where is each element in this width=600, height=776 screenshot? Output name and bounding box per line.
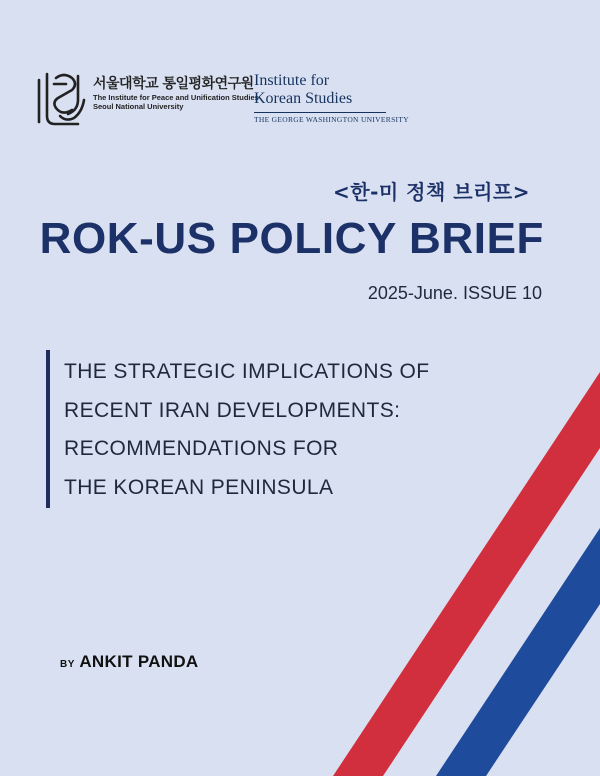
article-title-line: RECOMMENDATIONS FOR bbox=[64, 437, 339, 460]
gw-university: THE GEORGE WASHINGTON UNIVERSITY bbox=[254, 115, 409, 124]
ipus-university: Seoul National University bbox=[93, 102, 184, 111]
byline-prefix: BY bbox=[60, 659, 75, 670]
gw-institute-line1: Institute for bbox=[254, 72, 330, 89]
ipus-name-english: The Institute for Peace and Unification Studies bbox=[93, 93, 259, 102]
author-name: ANKIT PANDA bbox=[79, 652, 199, 671]
page-title: ROK-US POLICY BRIEF bbox=[39, 214, 544, 263]
article-title-line: THE STRATEGIC IMPLICATIONS OF bbox=[64, 360, 430, 383]
issue-label: 2025-June. ISSUE 10 bbox=[367, 283, 542, 303]
article-title-line: RECENT IRAN DEVELOPMENTS: bbox=[64, 398, 401, 422]
korean-subtitle: <한-미 정책 브리프> bbox=[333, 180, 530, 204]
byline bbox=[60, 652, 199, 672]
red-stripe bbox=[333, 372, 600, 776]
article-title-line: THE KOREAN PENINSULA bbox=[64, 475, 334, 499]
gw-institute-line2: Korean Studies bbox=[254, 90, 353, 107]
ipus-name-korean: 서울대학교 통일평화연구원 bbox=[93, 76, 254, 92]
